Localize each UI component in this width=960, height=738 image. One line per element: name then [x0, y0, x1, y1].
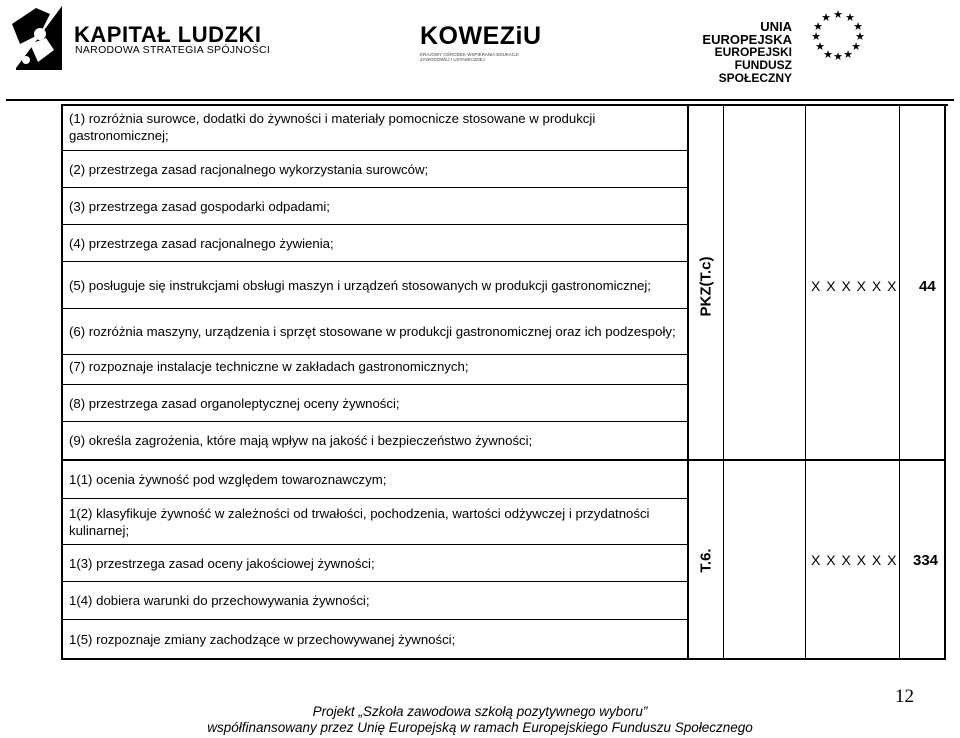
outcome-text: (8) przestrzega zasad organoleptycznej oceny żywności; [69, 395, 400, 411]
outcome-text: (4) przestrzega zasad racjonalnego żywienia; [69, 235, 334, 251]
outcome-text: (7) rozpoznaje instalacje techniczne w zakładach gastronomicznych; [69, 359, 469, 374]
svg-text:★: ★ [823, 48, 833, 60]
table-row [63, 582, 688, 620]
outcome-text: (6) rozróżnia maszyny, urządzenia i sprzęt stosowane w produkcji gastronomicznej oraz ich podzespoły; [69, 324, 676, 339]
group-marks: X X X X X X [811, 552, 898, 568]
learning-outcomes-table [61, 104, 946, 660]
table-row [63, 225, 688, 262]
table-row [63, 349, 688, 385]
svg-text:★: ★ [853, 20, 863, 33]
koweziu-logo-subtitle: KRAJOWY OŚRODEK WSPIERANIA EDUKACJI ZAWODOWEJ I USTAWICZNEJ [420, 52, 519, 62]
eu-label-line1: UNIA EUROPEJSKA [702, 19, 792, 47]
koweziu-logo-text: KOWEZiU [420, 22, 542, 50]
table-row [63, 620, 688, 658]
table-row [63, 422, 688, 459]
kapital-ludzki-subtitle: NARODOWA STRATEGIA SPÓJNOŚCI [75, 44, 271, 56]
outcome-text: 1(3) przestrzega zasad oceny jakościowej żywności; [69, 555, 375, 571]
table-row [63, 188, 688, 225]
group-hours: 334 [913, 552, 939, 569]
svg-text:★: ★ [851, 40, 861, 53]
page-header [0, 0, 960, 100]
svg-text:★: ★ [845, 11, 855, 24]
group-hours: 44 [919, 278, 936, 295]
eu-stars-icon [808, 8, 868, 60]
table-row [63, 104, 688, 151]
table-row [63, 545, 688, 582]
group-code: PKZ(T.c) [697, 256, 715, 317]
header-divider [6, 99, 954, 101]
footer-line2: współfinansowany przez Unię Europejską w ramach Europejskiego Funduszu Społecznego [207, 720, 753, 735]
svg-text:★: ★ [815, 40, 825, 53]
column-divider [723, 104, 724, 658]
table-row [63, 385, 688, 422]
svg-text:★: ★ [811, 30, 821, 43]
table-row [63, 499, 688, 545]
svg-text:★: ★ [833, 50, 843, 60]
eu-label-line3: FUNDUSZ SPOŁECZNY [718, 58, 792, 85]
table-row [63, 461, 688, 499]
outcome-text: (5) posługuje się instrukcjami obsługi maszyn i urządzeń stosowanych w produkcji gastronomicznej; [69, 277, 651, 293]
group-code: T.6. [697, 548, 715, 573]
svg-text:★: ★ [821, 11, 831, 24]
outcome-text: 1(4) dobiera warunki do przechowywania żywności; [69, 593, 370, 608]
column-divider [899, 104, 900, 658]
footer-line1: Projekt „Szkoła zawodowa szkołą pozytywnego wyboru” [312, 704, 648, 719]
eu-label-line2: EUROPEJSKI [714, 45, 792, 59]
kapital-ludzki-title: KAPITAŁ LUDZKI [74, 22, 262, 47]
page-number: 12 [895, 686, 914, 707]
outcome-text: 1(1) ocenia żywność pod względem towaroznawczym; [69, 472, 387, 487]
kapital-ludzki-logo-icon [10, 4, 68, 70]
outcome-text: 1(5) rozpoznaje zmiany zachodzące w przechowywanej żywności; [69, 631, 456, 647]
outcome-text: (3) przestrzega zasad gospodarki odpadami; [69, 198, 330, 214]
svg-text:★: ★ [813, 20, 823, 33]
group-marks: X X X X X X [811, 278, 898, 294]
column-divider [805, 104, 806, 658]
table-row [63, 151, 688, 188]
outcome-text: (1) rozróżnia surowce, dodatki do żywności i materiały pomocnicze stosowane w produkcji gastronomicznej; [69, 111, 596, 143]
outcome-text: (2) przestrzega zasad racjonalnego wykorzystania surowców; [69, 161, 429, 177]
outcome-text: 1(2) klasyfikuje żywność w zależności od trwałości, pochodzenia, wartości odżywczej i przydatności kulinarnej; [69, 505, 650, 538]
eu-label [672, 20, 792, 85]
svg-text:★: ★ [833, 8, 843, 21]
page-footer [0, 704, 960, 736]
table-row [63, 262, 688, 309]
outcome-text: (9) określa zagrożenia, które mają wpływ na jakość i bezpieczeństwo żywności; [69, 433, 533, 448]
svg-text:★: ★ [843, 48, 853, 60]
svg-text:★: ★ [855, 30, 865, 43]
